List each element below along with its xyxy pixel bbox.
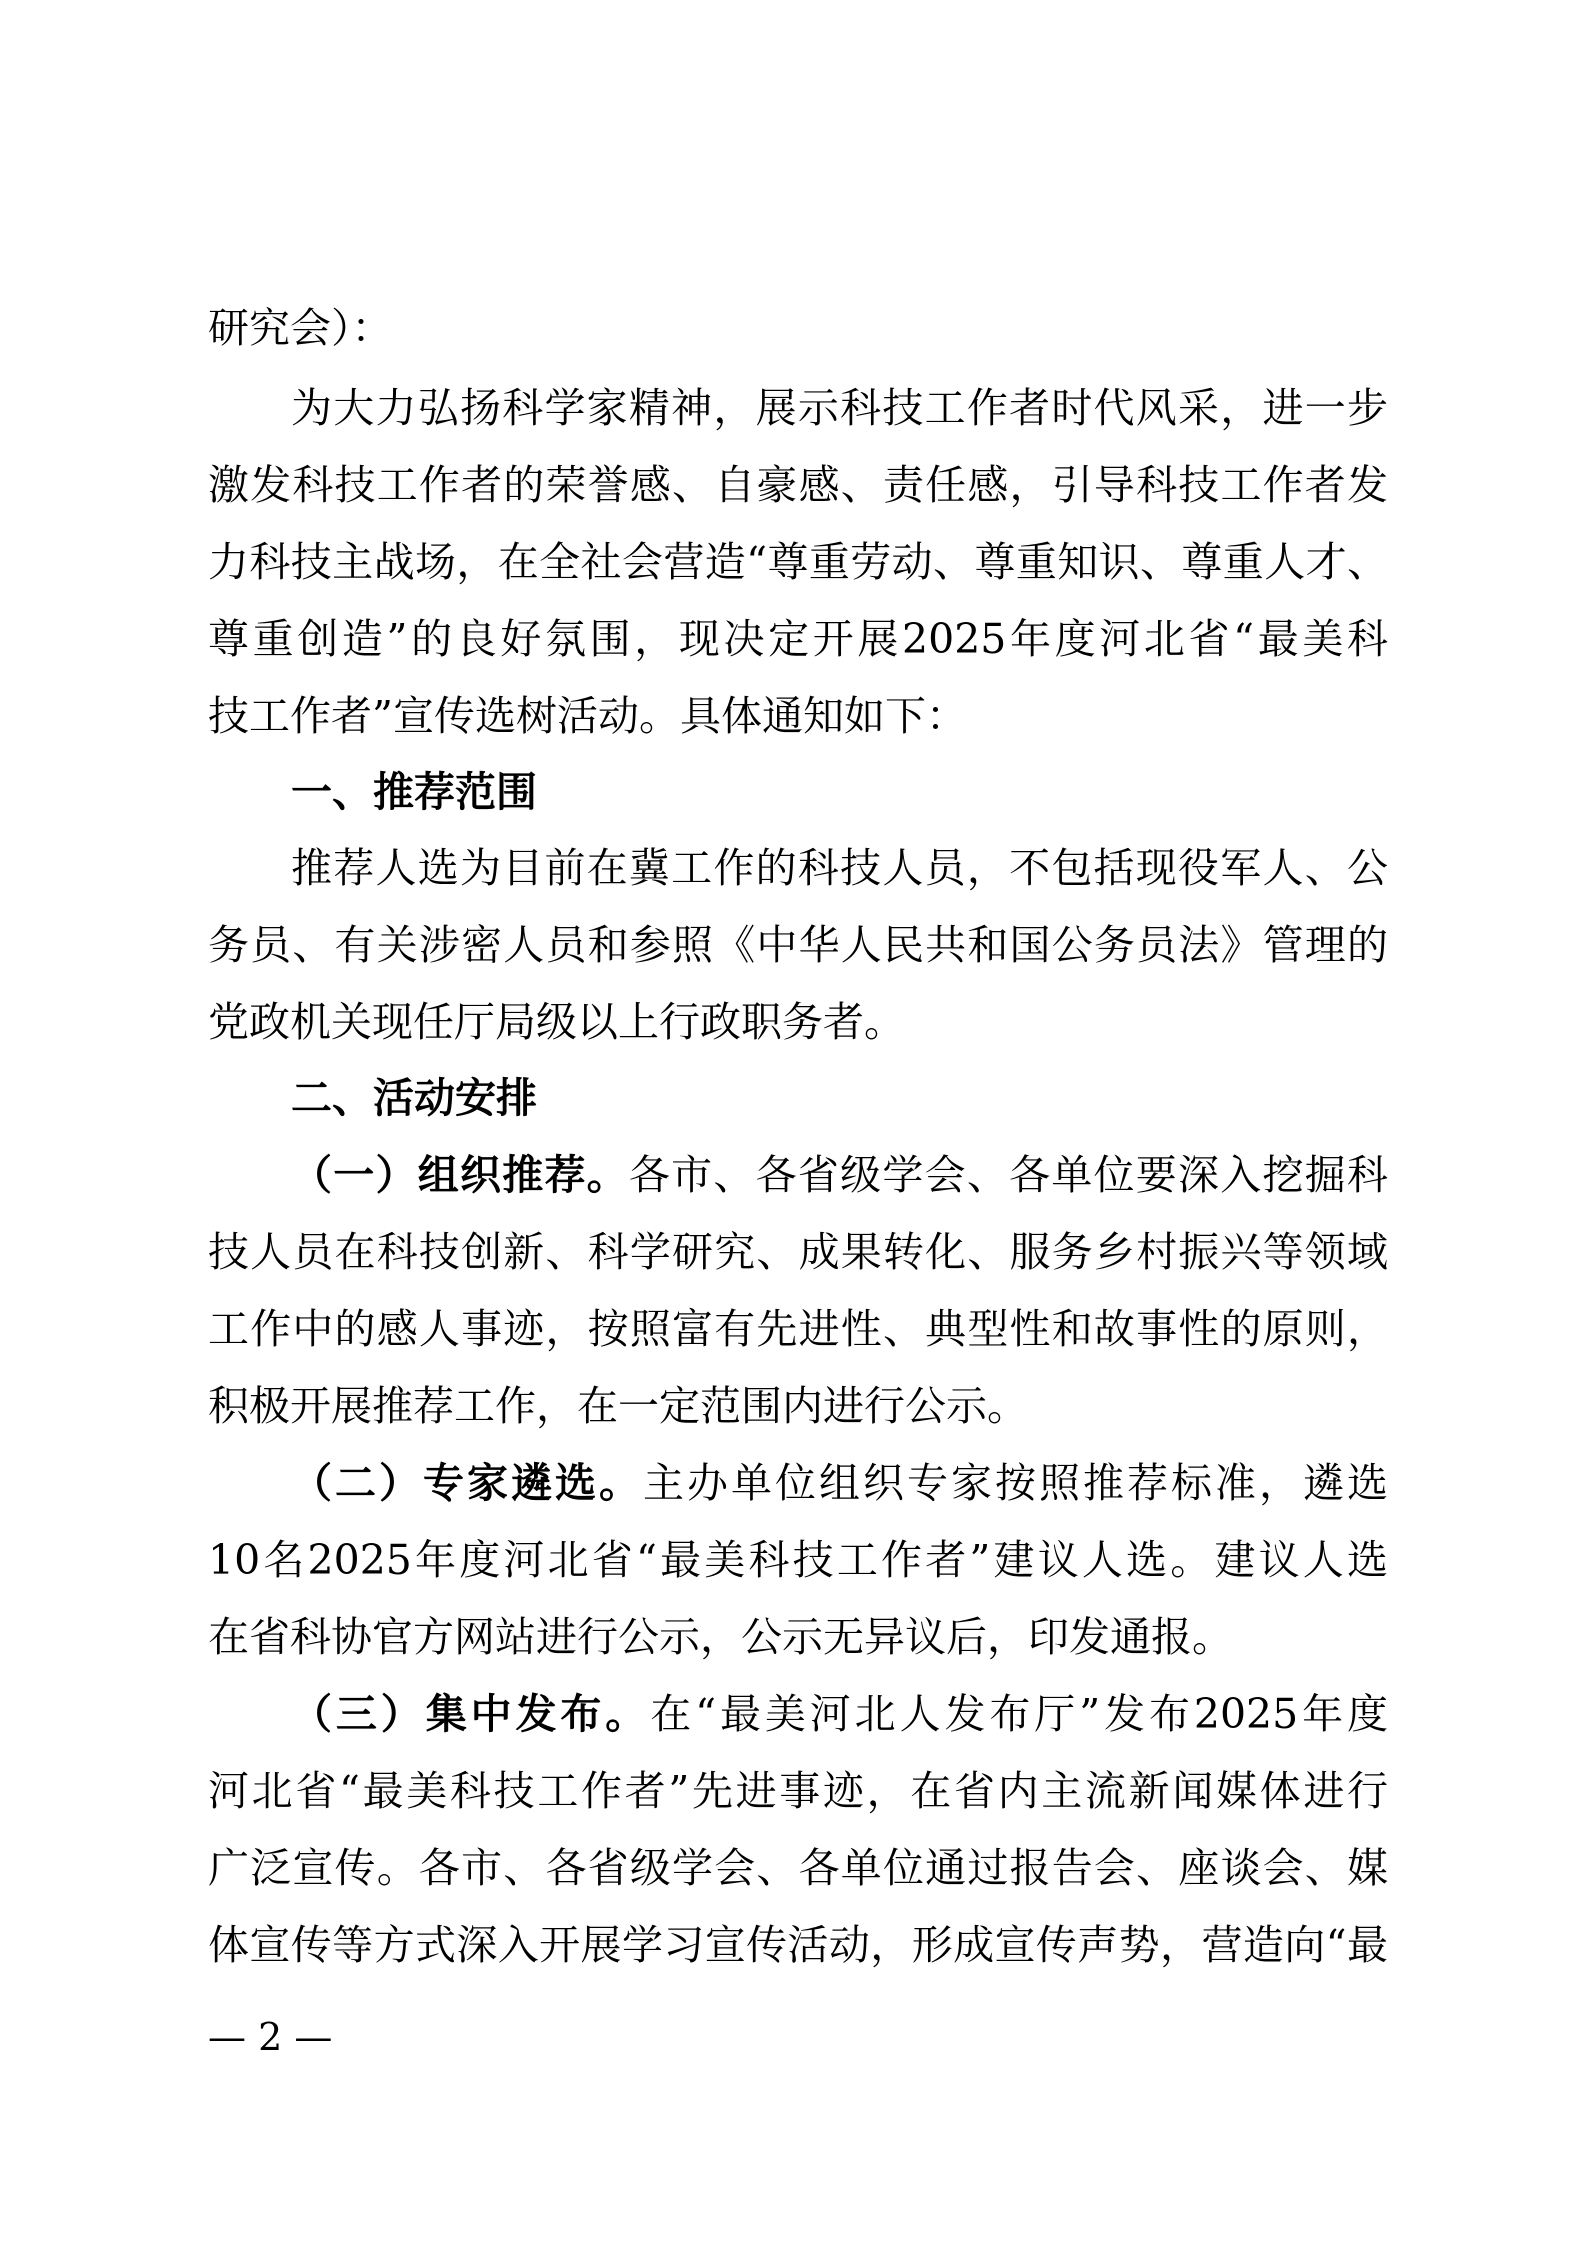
paragraph-line: 广泛宣传。各市、各省级学会、各单位通过报告会、座谈会、媒 [208, 1844, 1388, 1892]
paragraph-line: 研究会）： [208, 304, 393, 352]
page-number: — 2 — [208, 2015, 333, 2059]
subheading: （一）组织推荐。 [291, 1151, 629, 1199]
paragraph-line: 10名2025年度河北省“最美科技工作者”建议人选。建议人选 [208, 1536, 1388, 1584]
paragraph-line: 技人员在科技创新、科学研究、成果转化、服务乡村振兴等领域 [208, 1228, 1388, 1276]
paragraph-line: 在省科协官方网站进行公示，公示无异议后，印发通报。 [208, 1613, 1233, 1661]
paragraph-line: 河北省“最美科技工作者”先进事迹，在省内主流新闻媒体进行 [208, 1767, 1388, 1815]
paragraph-line: 技工作者”宣传选树活动。具体通知如下： [208, 692, 967, 740]
section-heading: 一、推荐范围 [291, 768, 537, 816]
paragraph-line: 积极开展推荐工作，在一定范围内进行公示。 [208, 1382, 1028, 1430]
paragraph-line: 为大力弘扬科学家精神，展示科技工作者时代风采，进一步 [291, 384, 1388, 432]
paragraph-line [291, 1147, 1388, 1203]
paragraph-line: 党政机关现任厅局级以上行政职务者。 [208, 998, 905, 1046]
paragraph-text: 主办单位组织专家按照推荐标准，遴选 [643, 1459, 1388, 1507]
paragraph-line: 推荐人选为目前在冀工作的科技人员，不包括现役军人、公 [291, 844, 1388, 892]
paragraph-line: 激发科技工作者的荣誉感、自豪感、责任感，引导科技工作者发 [208, 461, 1388, 509]
subheading: （三）集中发布。 [291, 1690, 651, 1738]
paragraph-line: 体宣传等方式深入开展学习宣传活动，形成宣传声势，营造向“最 [208, 1921, 1388, 1969]
paragraph-line [291, 1686, 1388, 1742]
section-heading: 二、活动安排 [291, 1074, 537, 1122]
paragraph-line: 工作中的感人事迹，按照富有先进性、典型性和故事性的原则， [208, 1305, 1388, 1353]
paragraph-text: 在“最美河北人发布厅”发布2025年度 [650, 1690, 1389, 1738]
paragraph-line [291, 1455, 1388, 1511]
paragraph-line: 尊重创造”的良好氛围，现决定开展2025年度河北省“最美科 [208, 615, 1388, 663]
paragraph-line: 力科技主战场，在全社会营造“尊重劳动、尊重知识、尊重人才、 [208, 538, 1388, 586]
paragraph-text: 各市、各省级学会、各单位要深入挖掘科 [628, 1151, 1388, 1199]
subheading: （二）专家遴选。 [291, 1459, 643, 1507]
paragraph-line: 务员、有关涉密人员和参照《中华人民共和国公务员法》管理的 [208, 921, 1388, 969]
